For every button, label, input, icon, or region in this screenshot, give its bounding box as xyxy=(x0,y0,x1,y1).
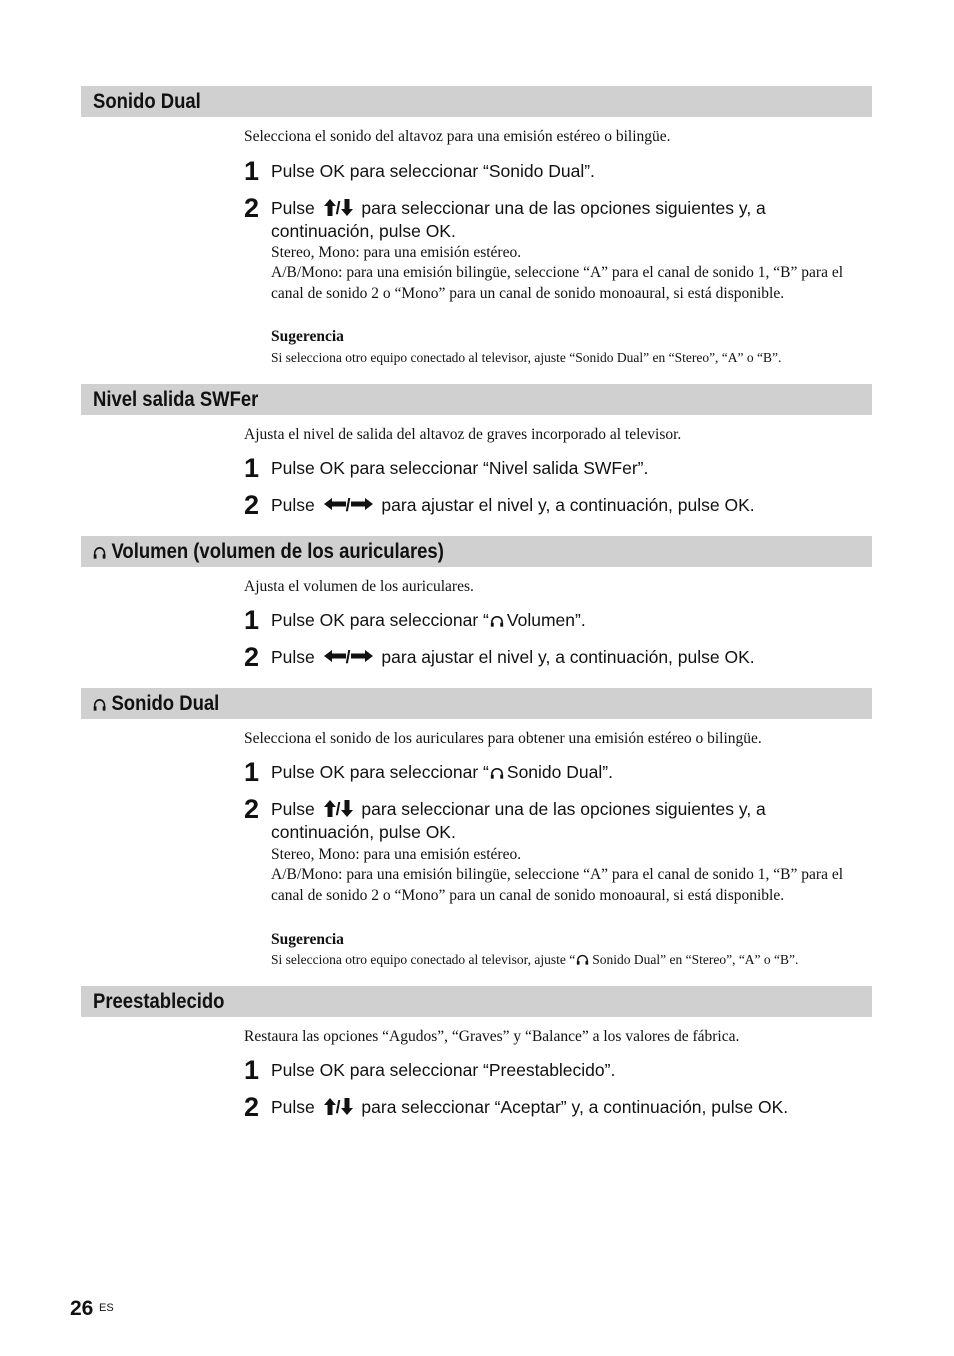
arrow-left-icon xyxy=(324,650,346,662)
section-title: Sonido Dual xyxy=(111,692,220,715)
step-number: 1 xyxy=(244,453,260,483)
section-header-content xyxy=(93,536,444,567)
step-number: 2 xyxy=(244,193,260,223)
arrow-right-icon xyxy=(351,650,373,662)
tip-title: Sugerencia xyxy=(271,328,344,345)
arrow-separator: / xyxy=(335,1097,341,1117)
arrow-up-icon xyxy=(324,800,336,817)
arrow-left-icon xyxy=(324,498,346,510)
detail-stereo-mono: Stereo, Mono: para una emisión estéreo. xyxy=(271,244,522,261)
tip-title: Sugerencia xyxy=(271,931,344,948)
section-intro: Ajusta el nivel de salida del altavoz de graves incorporado al televisor. xyxy=(244,426,682,443)
section-intro: Selecciona el sonido del altavoz para una emisión estéreo o bilingüe. xyxy=(244,128,671,145)
step-text-pre: Pulse OK para seleccionar “ xyxy=(271,610,489,630)
tip-text xyxy=(271,951,798,969)
step-text-pre: Pulse OK para seleccionar “ xyxy=(271,762,489,782)
step-text: Pulse OK para seleccionar “Preestablecido”. xyxy=(271,1060,616,1080)
step-number: 2 xyxy=(244,1092,260,1122)
arrow-separator: / xyxy=(345,647,351,667)
section-intro: Restaura las opciones “Agudos”, “Graves” y “Balance” a los valores de fábrica. xyxy=(244,1028,740,1045)
step-text: Pulse OK para seleccionar “Nivel salida SWFer”. xyxy=(271,458,649,478)
step-text xyxy=(271,798,871,844)
arrow-down-icon xyxy=(341,800,353,817)
step-text-post: para seleccionar una de las opciones siguientes y, a continuación, pulse OK. xyxy=(271,799,766,842)
headphones-icon xyxy=(490,767,504,779)
detail-ab-mono: A/B/Mono: para una emisión bilingüe, seleccione “A” para el canal de sonido 1, “B” para el canal de sonido 2 o “Mono” para un canal de sonido monoaural, si está disponible. xyxy=(271,866,844,904)
step-text-pre: Pulse xyxy=(271,1097,315,1117)
tip-text-pre: Si selecciona otro equipo conectado al televisor, ajuste “ xyxy=(271,952,576,967)
step-text-pre: Pulse xyxy=(271,799,315,819)
step-text-pre: Pulse xyxy=(271,647,315,667)
section-header-content xyxy=(93,688,219,719)
step-number: 1 xyxy=(244,1055,260,1085)
section-title: Volumen (volumen de los auriculares) xyxy=(111,540,444,563)
headphones-icon xyxy=(93,546,106,559)
step-text-pre: Pulse xyxy=(271,495,315,515)
headphones-icon xyxy=(93,698,106,711)
step-text xyxy=(271,1096,871,1119)
arrow-up-icon xyxy=(324,1098,336,1115)
tip-text: Si selecciona otro equipo conectado al televisor, ajuste “Sonido Dual” en “Stereo”, “A” o “B”. xyxy=(271,350,782,365)
step-number: 2 xyxy=(244,794,260,824)
section-header xyxy=(81,688,872,719)
detail-ab-mono: A/B/Mono: para una emisión bilingüe, seleccione “A” para el canal de sonido 1, “B” para el canal de sonido 2 o “Mono” para un canal de sonido monoaural, si está disponible. xyxy=(271,264,844,302)
section-header xyxy=(81,86,872,117)
arrow-separator: / xyxy=(335,799,341,819)
arrow-separator: / xyxy=(345,495,351,515)
page-number: 26 xyxy=(70,1297,94,1320)
section-title: Preestablecido xyxy=(93,990,225,1013)
step-text-post: para ajustar el nivel y, a continuación, pulse OK. xyxy=(381,495,755,515)
tip-text-post: Sonido Dual” en “Stereo”, “A” o “B”. xyxy=(592,952,799,967)
step-text xyxy=(271,197,871,243)
arrow-up-icon xyxy=(324,199,336,216)
headphones-icon xyxy=(576,954,589,965)
step-text xyxy=(271,609,871,632)
step-text xyxy=(271,761,871,784)
section-intro: Selecciona el sonido de los auriculares para obtener una emisión estéreo o bilingüe. xyxy=(244,730,762,747)
arrow-down-icon xyxy=(341,1098,353,1115)
step-number: 1 xyxy=(244,605,260,635)
step-number: 2 xyxy=(244,642,260,672)
step-text xyxy=(271,646,871,669)
section-title: Sonido Dual xyxy=(93,90,201,113)
step-number: 1 xyxy=(244,757,260,787)
step-text-post: para seleccionar una de las opciones siguientes y, a continuación, pulse OK. xyxy=(271,198,766,241)
step-text: Pulse OK para seleccionar “Sonido Dual”. xyxy=(271,161,595,181)
section-header xyxy=(81,384,872,415)
detail-stereo-mono: Stereo, Mono: para una emisión estéreo. xyxy=(271,846,522,863)
step-text-post: para ajustar el nivel y, a continuación, pulse OK. xyxy=(381,647,755,667)
step-number: 1 xyxy=(244,156,260,186)
step-number: 2 xyxy=(244,490,260,520)
section-title: Nivel salida SWFer xyxy=(93,388,259,411)
arrow-right-icon xyxy=(351,498,373,510)
section-header xyxy=(81,536,872,567)
headphones-icon xyxy=(490,615,504,627)
page-language: ES xyxy=(99,1302,114,1314)
step-text-post: Volumen”. xyxy=(506,610,586,630)
section-header xyxy=(81,986,872,1017)
step-text-post: para seleccionar “Aceptar” y, a continuación, pulse OK. xyxy=(361,1097,789,1117)
step-text xyxy=(271,494,871,517)
step-text-pre: Pulse xyxy=(271,198,315,218)
section-intro: Ajusta el volumen de los auriculares. xyxy=(244,578,474,595)
arrow-separator: / xyxy=(335,198,341,218)
arrow-down-icon xyxy=(341,199,353,216)
step-text-post: Sonido Dual”. xyxy=(506,762,613,782)
